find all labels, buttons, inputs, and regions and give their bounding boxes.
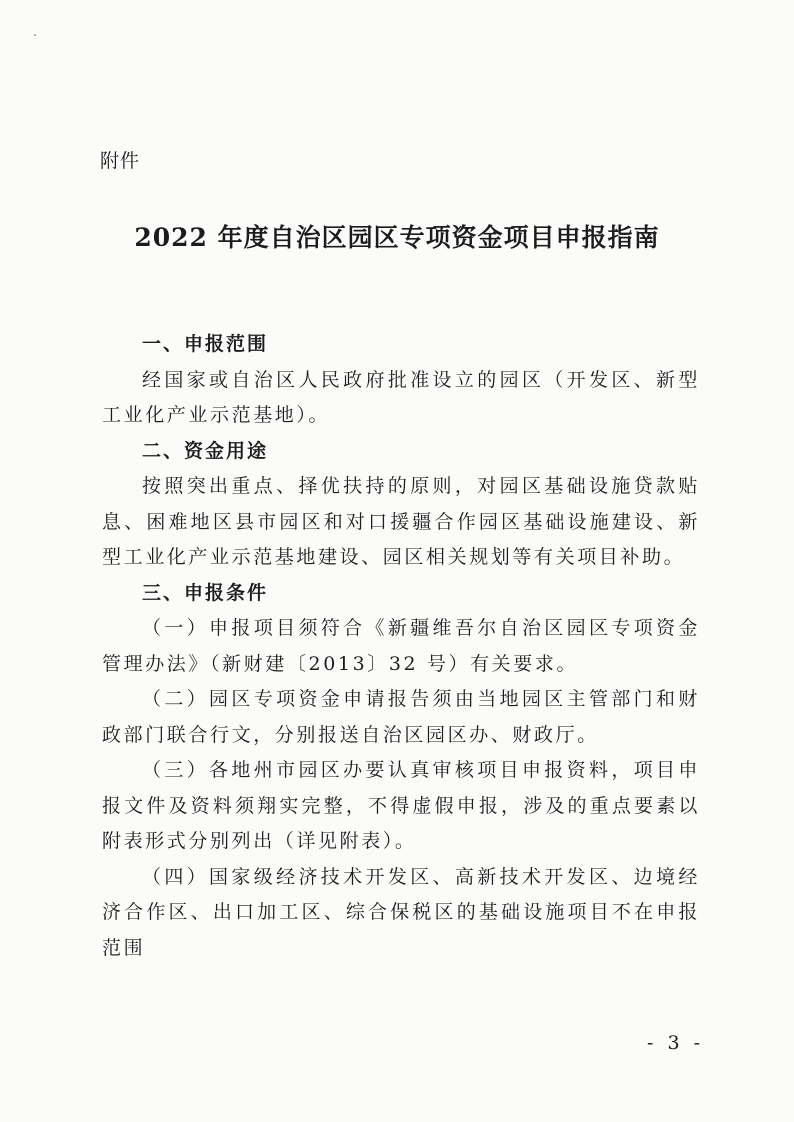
attachment-label: 附件 — [100, 150, 141, 172]
section-heading: 二、资金用途 — [142, 439, 269, 462]
section-conditions — [102, 576, 700, 967]
section-heading: 三、申报条件 — [142, 581, 269, 604]
section-fund-usage — [102, 434, 700, 576]
paragraph: （三）各地州市园区办要认真审核项目申报资料，项目申报文件及资料须翔实完整，不得虚假申报，涉及的重点要素以附表形式分别列出（详见附表）。 — [102, 759, 700, 852]
document-body — [102, 327, 700, 966]
paragraph: （四）国家级经济技术开发区、高新技术开发区、边境经济合作区、出口加工区、综合保税区的基础设施项目不在申报范围 — [102, 865, 700, 959]
document-title: 2022 年度自治区园区专项资金项目申报指南 — [134, 223, 660, 252]
paragraph: 按照突出重点、择优扶持的原则，对园区基础设施贷款贴息、困难地区县市园区和对口援疆合作园区基础设施建设、新型工业化产业示范基地建设、园区相关规划等有关项目补助。 — [102, 475, 700, 568]
paragraph: 经国家或自治区人民政府批准设立的园区（开发区、新型工业化产业示范基地）。 — [102, 368, 700, 426]
paragraph: （二）园区专项资金申请报告须由当地园区主管部门和财政部门联合行文，分别报送自治区园区办、财政厅。 — [102, 688, 700, 746]
page-number: - 3 - — [646, 1032, 704, 1054]
section-heading: 一、申报范围 — [142, 333, 269, 355]
section-scope — [102, 327, 700, 434]
paragraph: （一）申报项目须符合《新疆维吾尔自治区园区专项资金管理办法》（新财建〔2013〕32 号）有关要求。 — [102, 617, 700, 675]
scan-speck — [34, 34, 36, 36]
